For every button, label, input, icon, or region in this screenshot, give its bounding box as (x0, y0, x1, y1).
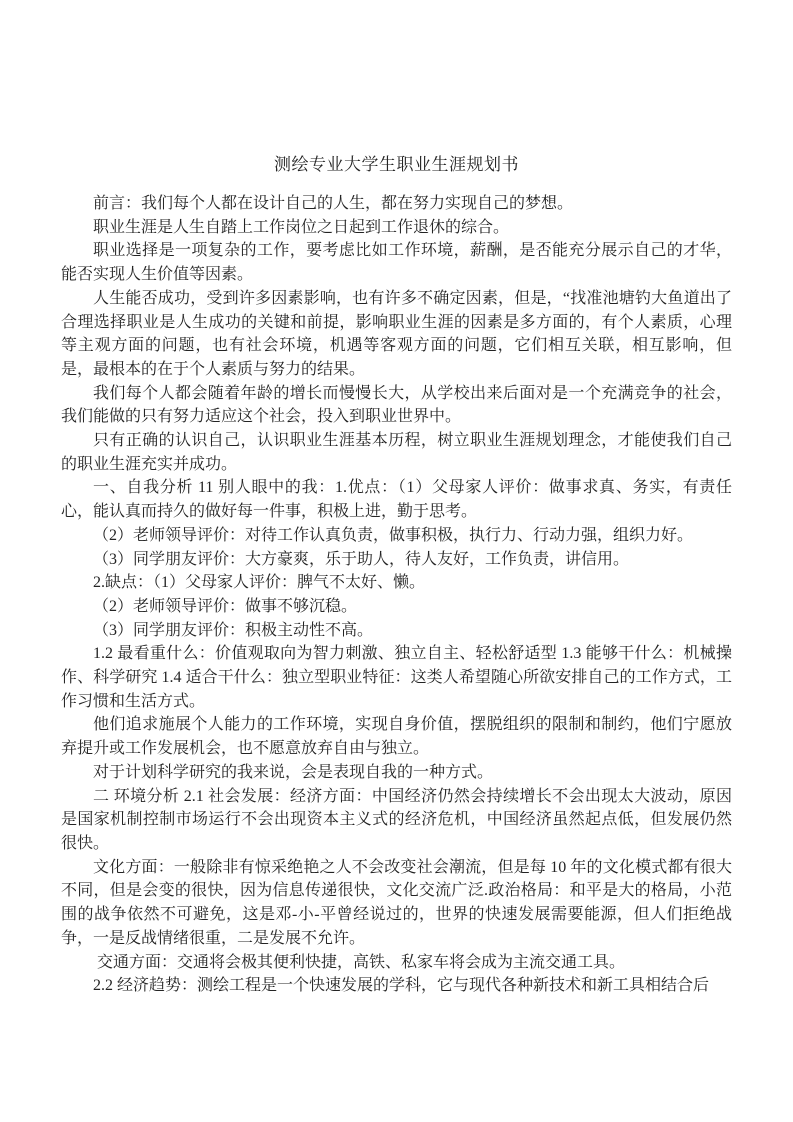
document-body (61, 192, 732, 998)
paragraph: 二 环境分析 2.1 社会发展：经济方面：中国经济仍然会持续增长不会出现太大波动，原因是国家机制控制市场运行不会出现资本主义式的经济危机，中国经济虽然起点低，但发展仍然很快。 (61, 787, 732, 852)
paragraph: （3）同学朋友评价：大方豪爽，乐于助人，待人友好，工作负责，讲信用。 (93, 550, 630, 568)
paragraph: 2.2 经济趋势：测绘工程是一个快速发展的学科，它与现代各种新技术和新工具相结合后 (93, 977, 710, 995)
paragraph: 1.2 最看重什么：价值观取向为智力刺激、独立自主、轻松舒适型 1.3 能够干什么：机械操作、科学研究 1.4 适合干什么：独立型职业特征：这类人希望随心所欲安排自己的工作方式，工作习惯和生活方式。 (61, 645, 732, 710)
paragraph: 他们追求施展个人能力的工作环境，实现自身价值，摆脱组织的限制和制约，他们宁愿放弃提升或工作发展机会，也不愿意放弃自由与独立。 (61, 716, 732, 758)
paragraph: 对于计划科学研究的我来说，会是表现自我的一种方式。 (93, 763, 494, 781)
paragraph: 我们每个人都会随着年龄的增长而慢慢长大，从学校出来后面对是一个充满竞争的社会，我们能做的只有努力适应这个社会，投入到职业世界中。 (61, 384, 732, 426)
paragraph: 前言：我们每个人都在设计自己的人生，都在努力实现自己的梦想。 (93, 195, 574, 212)
paragraph: 人生能否成功，受到许多因素影响，也有许多不确定因素，但是，“找准池塘钓大鱼道出了合理选择职业是人生成功的关键和前提，影响职业生涯的因素是多方面的，有个人素质，心理等主观方面的问题，也有社会环境，机遇等客观方面的问题，它们相互关联，相互影响，但是，最根本的在于个人素质与努力的结果。 (61, 289, 732, 378)
paragraph: （3）同学朋友评价：积极主动性不高。 (93, 621, 374, 639)
paragraph: 文化方面：一般除非有惊采绝艳之人不会改变社会潮流，但是每 10 年的文化模式都有很大不同，但是会变的很快，因为信息传递很快，文化交流广泛.政治格局：和平是大的格局，小范围的战争依然不可避免，这是邓-小-平曾经说过的，世界的快速发展需要能源，但人们拒绝战争，一是反战情绪很重，二是发展不允许。 (61, 858, 732, 947)
paragraph: 2.缺点：（1）父母家人评价：脾气不太好、懒。 (93, 574, 426, 592)
paragraph: 交通方面：交通将会极其便利快捷，高铁、私家车将会成为主流交通工具。 (93, 953, 626, 971)
paragraph: （2）老师领导评价：做事不够沉稳。 (93, 597, 358, 615)
paragraph: 一、自我分析 11 别人眼中的我：1.优点：（1）父母家人评价：做事求真、务实，有责任心，能认真而持久的做好每一件事，积极上进，勤于思考。 (61, 479, 732, 521)
paragraph: 职业生涯是人生自踏上工作岗位之日起到工作退休的综合。 (93, 218, 510, 236)
paragraph: （2）老师领导评价：对待工作认真负责，做事积极，执行力、行动力强，组织力好。 (93, 526, 694, 544)
paragraph: 只有正确的认识自己，认识职业生涯基本历程，树立职业生涯规划理念，才能使我们自己的职业生涯充实并成功。 (61, 432, 732, 473)
paragraph: 职业选择是一项复杂的工作，要考虑比如工作环境，薪酬，是否能充分展示自己的才华，能否实现人生价值等因素。 (61, 242, 732, 284)
document-title: 测绘专业大学生职业生涯规划书 (274, 155, 519, 174)
